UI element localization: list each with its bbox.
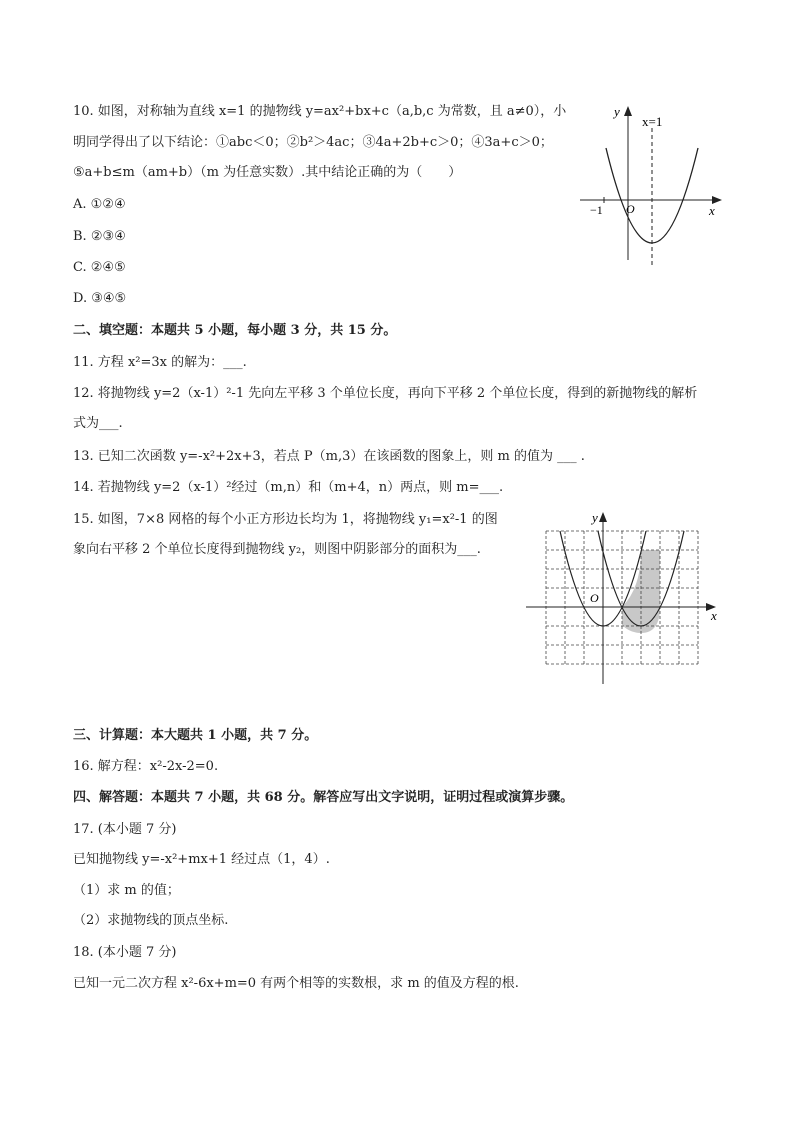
- q17-stem: 已知抛物线 y=-x²+mx+1 经过点（1，4）.: [73, 852, 330, 867]
- section-2-heading: 二、填空题：本题共 5 小题，每小题 3 分，共 15 分。: [73, 323, 397, 338]
- q10-option-a: A. ①②④: [73, 197, 126, 212]
- q10-option-b: B. ②③④: [73, 229, 126, 244]
- q16: 16. 解方程：x²-2x-2=0.: [73, 759, 219, 774]
- q17-part1: （1）求 m 的值；: [73, 883, 180, 898]
- q12-line2: 式为___.: [73, 416, 123, 431]
- q10-origin-label: O: [626, 202, 635, 216]
- q17-title: 17. (本小题 7 分): [73, 822, 177, 837]
- q18-stem: 已知一元二次方程 x²-6x+m=0 有两个相等的实数根，求 m 的值及方程的根.: [73, 976, 519, 991]
- q15-y-axis: [599, 512, 607, 684]
- q10-y-axis: [624, 106, 632, 260]
- q10-parabola-figure: [576, 100, 726, 270]
- q15-grid: [546, 531, 698, 664]
- q10-y-label: y: [614, 104, 620, 119]
- q17-part2: （2）求抛物线的顶点坐标.: [73, 913, 229, 928]
- q10-axis-label: x=1: [642, 114, 663, 129]
- q10-line2: 明同学得出了以下结论：①abc＜0；②b²＞4ac；③4a+2b+c＞0；④3a+c＞0；: [73, 135, 553, 150]
- section-4-heading: 四、解答题：本题共 7 小题，共 68 分。解答应写出文字说明，证明过程或演算步骤。: [73, 790, 574, 805]
- q10-x-label: x: [709, 203, 715, 218]
- q15-grid-figure: [520, 508, 724, 688]
- section-3-heading: 三、计算题：本大题共 1 小题，共 7 分。: [73, 728, 318, 743]
- q15-line1: 15. 如图，7×8 网格的每个小正方形边长均为 1，将抛物线 y₁=x²-1 的图: [73, 512, 498, 527]
- q11: 11. 方程 x²=3x 的解为：___.: [73, 355, 247, 370]
- q18-title: 18. (本小题 7 分): [73, 945, 177, 960]
- q13: 13. 已知二次函数 y=-x²+2x+3，若点 P（m,3）在该函数的图象上，则 m 的值为 ___ .: [73, 449, 585, 464]
- q15-origin-label: O: [590, 591, 599, 605]
- q15-x-label: x: [711, 608, 717, 623]
- q12-line1: 12. 将抛物线 y=2（x-1）²-1 先向左平移 3 个单位长度，再向下平移 2 个单位长度，得到的新抛物线的解析: [73, 386, 698, 401]
- q10-option-c: C. ②④⑤: [73, 260, 126, 275]
- q10-neg1-label: −1: [590, 203, 603, 217]
- q14: 14. 若抛物线 y=2（x-1）²经过（m,n）和（m+4，n）两点，则 m=___.: [73, 480, 504, 495]
- q15-y-label: y: [592, 510, 598, 525]
- q10-line3: ⑤a+b≤m（am+b）（m 为任意实数）.其中结论正确的为（ ）: [73, 165, 462, 180]
- q10-option-d: D. ③④⑤: [73, 291, 127, 306]
- q10-line1: 10. 如图，对称轴为直线 x=1 的抛物线 y=ax²+bx+c（a,b,c 为常数，且 a≠0），小: [73, 104, 567, 119]
- q15-line2: 象向右平移 2 个单位长度得到抛物线 y₂，则图中阴影部分的面积为___.: [73, 542, 481, 557]
